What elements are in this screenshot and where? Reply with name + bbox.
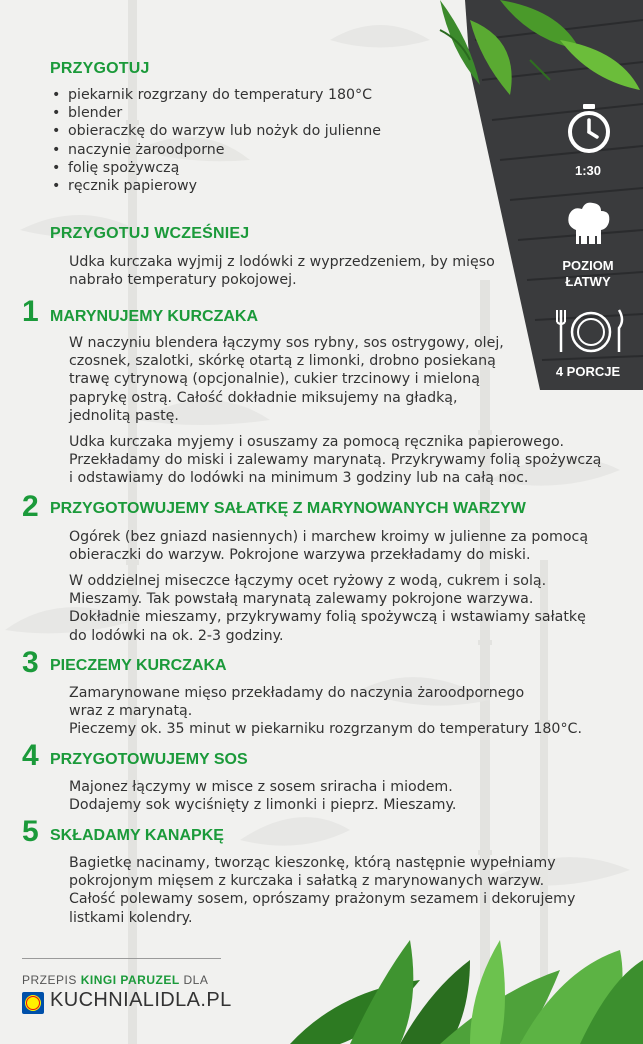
step-2-paragraph-2 <box>69 572 586 645</box>
step-2-paragraph-1 <box>69 528 588 564</box>
list-item: • obieraczkę do warzyw lub nożyk do julienne <box>52 122 381 140</box>
step-5-paragraph-1 <box>69 854 575 927</box>
recipe-credit <box>22 973 208 987</box>
credit-prefix: PRZEPIS <box>22 973 77 987</box>
chef-hat-icon <box>566 200 612 248</box>
text-line: i odstawiamy do lodówki na minimum 3 godziny lub na całą noc. <box>69 470 529 487</box>
text-line: Mieszamy. Tak powstałą marynatą zalewamy pokrojone warzywa. <box>69 591 534 608</box>
text-line: Ogórek (bez gniazd nasiennych) i marchew kroimy w julienne za pomocą <box>69 529 589 545</box>
step-4-paragraph-1 <box>69 778 456 814</box>
prepare-before-heading: PRZYGOTUJ WCZEŚNIEJ <box>50 225 250 242</box>
text-line: Udka kurczaka myjemy i osuszamy za pomocą ręcznika papierowego. <box>69 434 564 450</box>
text-line: Przekładamy do miski i zalewamy marynatą. Przykrywamy folią spożywczą <box>69 452 602 469</box>
text-line: wraz z marynatą. <box>69 703 193 720</box>
text-line: paprykę ostrą. Całość dokładnie miksujemy na gładką, <box>69 389 458 406</box>
step-2-title: PRZYGOTOWUJEMY SAŁATKĘ Z MARYNOWANYCH WARZYW <box>50 500 526 517</box>
prepare-heading: PRZYGOTUJ <box>50 60 150 77</box>
text-line: trawę cytrynową (opcjonalnie), cukier trzcinowy i mieloną <box>69 371 480 388</box>
text-line: Całość polewamy sosem, oprószamy prażonym sezamem i dekorujemy <box>69 891 576 908</box>
list-item: • naczynie żaroodporne <box>52 141 381 159</box>
text-line: Udka kurczaka wyjmij z lodówki z wyprzedzeniem, by mięso <box>69 254 495 270</box>
text-line: jednolitą pastę. <box>69 407 179 424</box>
prepare-before-text <box>69 253 495 289</box>
text-line: czosnek, szalotki, skórkę otartą z limonki, drobno posiekaną <box>69 353 496 370</box>
credit-suffix: DLA <box>183 973 209 987</box>
step-1-paragraph-1 <box>69 334 504 425</box>
difficulty-line-2: ŁATWY <box>565 274 611 289</box>
text-line: Dodajemy sok wyciśnięty z limonki i pieprz. Mieszamy. <box>69 797 457 814</box>
portions-label: 4 PORCJE <box>555 364 621 379</box>
text-line: obieraczki do warzyw. Pokrojone warzywa przekładamy do miski. <box>69 547 531 564</box>
cutlery-plate-icon <box>555 308 625 354</box>
list-item: • folię spożywczą <box>52 159 381 177</box>
step-3-paragraph-1 <box>69 684 582 739</box>
text-line: Majonez łączymy w misce z sosem sriracha i miodem. <box>69 779 453 795</box>
text-line: Pieczemy ok. 35 minut w piekarniku rozgrzanym do temperatury 180°C. <box>69 721 582 738</box>
step-3-title: PIECZEMY KURCZAKA <box>50 657 227 674</box>
difficulty-label <box>543 258 633 290</box>
credit-author: KINGI PARUZEL <box>80 973 180 987</box>
text-line: nabrało temperatury pokojowej. <box>69 272 297 289</box>
footer-divider <box>22 958 221 959</box>
step-1-paragraph-2 <box>69 433 601 488</box>
stopwatch-icon <box>565 102 613 154</box>
step-4-title: PRZYGOTOWUJEMY SOS <box>50 751 248 768</box>
brand-link[interactable]: KUCHNIALIDLA.PL <box>50 989 232 1011</box>
step-4-number: 4 <box>22 739 39 772</box>
step-5-title: SKŁADAMY KANAPKĘ <box>50 827 224 844</box>
lidl-logo <box>22 992 44 1014</box>
step-1-title: MARYNUJEMY KURCZAKA <box>50 308 259 325</box>
list-item: • blender <box>52 104 381 122</box>
text-line: pokrojonym mięsem z kurczaka i sałatką z marynowanych warzyw. <box>69 873 545 890</box>
text-line: Bagietkę nacinamy, tworząc kieszonkę, którą następnie wypełniamy <box>69 855 556 871</box>
text-line: listkami kolendry. <box>69 909 193 926</box>
text-line: do lodówki na ok. 2-3 godziny. <box>69 627 284 644</box>
text-line: W oddzielnej miseczce łączymy ocet ryżowy z wodą, cukrem i solą. <box>69 573 547 589</box>
time-label: 1:30 <box>574 163 602 178</box>
step-5-number: 5 <box>22 815 39 848</box>
step-3-number: 3 <box>22 646 39 679</box>
list-item: • piekarnik rozgrzany do temperatury 180°C <box>52 86 381 104</box>
prepare-list <box>52 86 381 195</box>
step-2-number: 2 <box>22 490 39 523</box>
list-item: • ręcznik papierowy <box>52 177 381 195</box>
text-line: Zamarynowane mięso przekładamy do naczynia żaroodpornego <box>69 685 525 701</box>
text-line: W naczyniu blendera łączymy sos rybny, sos ostrygowy, olej, <box>69 335 504 351</box>
step-1-number: 1 <box>22 295 39 328</box>
text-line: Dokładnie mieszamy, przykrywamy folią spożywczą i wstawiamy sałatkę <box>69 609 586 626</box>
difficulty-line-1: POZIOM <box>562 258 614 273</box>
